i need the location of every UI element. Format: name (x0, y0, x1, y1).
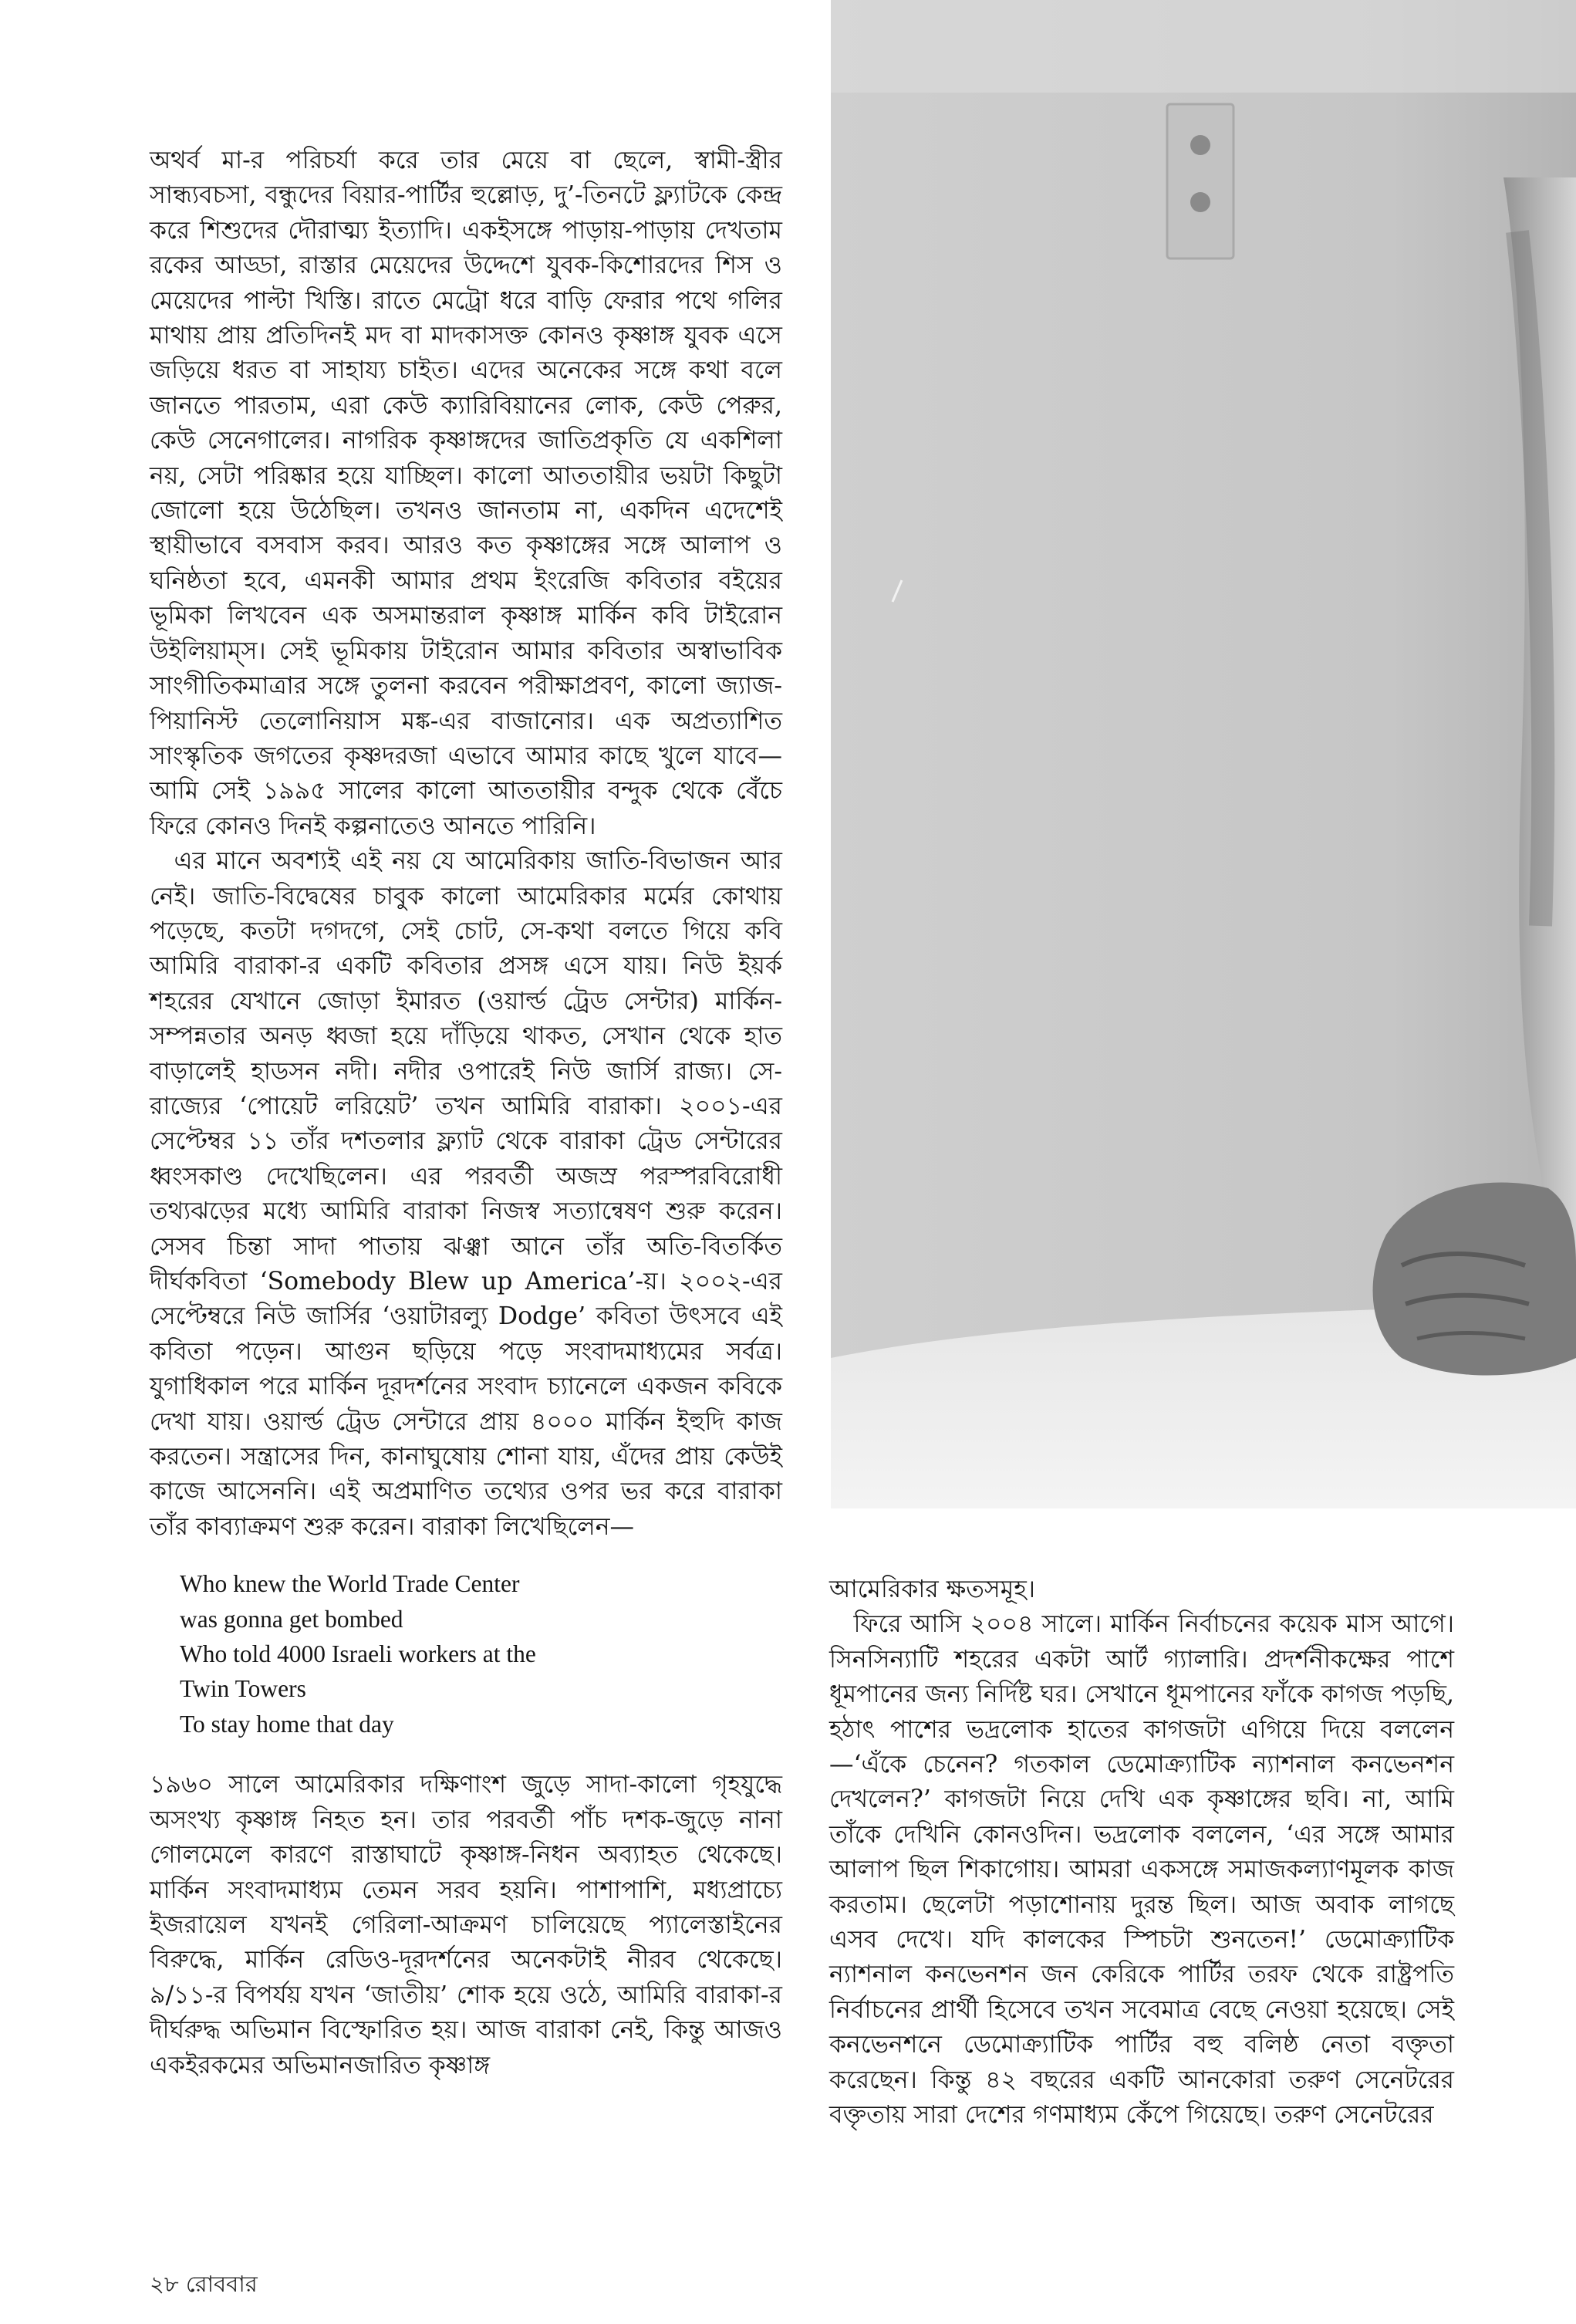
right-paragraph: ফিরে আসি ২০০৪ সালে। মার্কিন নির্বাচনের কয়েক মাস আগে। সিনসিন্যাটি শহরের একটা আর্ট গ্যালারি। প্রদর্শনীকক্ষের পাশে ধূমপানের জন্য নির্দিষ্ট ঘর। সেখানে ধূমপানের ফাঁকে কাগজ পড়ছি, হঠাৎ পাশের ভদ্রলোক হাতের কাগজটা এগিয়ে দিয়ে বললেন—‘এঁকে চেনেন? গতকাল ডেমোক্র্যাটিক ন্যাশনাল কনভেনশন দেখলেন?’ কাগজটা নিয়ে দেখি এক কৃষ্ণাঙ্গের ছবি। না, আমি তাঁকে দেখিনি কোনওদিন। ভদ্রলোক বললেন, ‘এর সঙ্গে আমার আলাপ ছিল শিকাগোয়। আমরা একসঙ্গে সমাজকল্যাণমূলক কাজ করতাম। ছেলেটা পড়াশোনায় দুরন্ত ছিল। আজ অবাক লাগছে এসব দেখে। যদি কালকের স্পিচটা শুনতেন!’ ডেমোক্র্যাটিক ন্যাশনাল কনভেনশন জন কেরিকে পার্টির তরফ থেকে রাষ্ট্রপতি নির্বাচনের প্রার্থী হিসেবে তখন সবেমাত্র বেছে নেওয়া হয়েছে। সেই কনভেনশনে ডেমোক্র্যাটিক পার্টির বহু বলিষ্ঠ নেতা বক্তৃতা করেছেন। কিন্তু ৪২ বছরের একটি আনকোরা তরুণ সেনেটরের বক্তৃতায় সারা দেশের গণমাধ্যম কেঁপে গিয়েছে। তরুণ সেনেটরের (829, 1610, 1454, 2130)
paragraph-after-poem: ১৯৬০ সালে আমেরিকার দক্ষিণাংশ জুড়ে সাদা-কালো গৃহযুদ্ধে অসংখ্য কৃষ্ণাঙ্গ নিহত হন। তার পরবর্তী পাঁচ দশক-জুড়ে নানা গোলমেলে কারণে রাস্তাঘাটে কৃষ্ণাঙ্গ-নিধন অব্যাহত থেকেছে। মার্কিন সংবাদমাধ্যম তেমন সরব হয়নি। পাশাপাশি, মধ্যপ্রাচ্যে ইজরায়েল যখনই গেরিলা-আক্রমণ চালিয়েছে প্যালেস্তাইনের বিরুদ্ধে, মার্কিন রেডিও-দূরদর্শনের অনেকটাই নীরব থেকেছে। ৯/১১-র বিপর্যয় যখন ‘জাতীয়’ শোক হয়ে ওঠে, আমিরি বারাকা-র দীর্ঘরুদ্ধ অভিমান বিস্ফোরিত হয়। আজ বারাকা নেই, কিন্তু আজও একইরকমের অভিমানজারিত কৃষ্ণাঙ্গ (150, 1771, 782, 2079)
poem-line: Twin Towers (180, 1675, 306, 1703)
poem-line: was gonna get bombed (180, 1605, 403, 1633)
poem-line: Who knew the World Trade Center (180, 1570, 520, 1598)
paragraph-2: এর মানে অবশ্যই এই নয় যে আমেরিকায় জাতি-বিভাজন আর নেই। জাতি-বিদ্বেষের চাবুক কালো আমেরিকার মর্মের কোথায় পড়েছে, কতটা দগদগে, সেই চোট, সে-কথা বলতে গিয়ে কবি আমিরি বারাকা-র একটি কবিতার প্রসঙ্গ এসে যায়। নিউ ইয়র্ক শহরের যেখানে জোড়া ইমারত (ওয়ার্ল্ড ট্রেড সেন্টার) মার্কিন-সম্পন্নতার অনড় ধ্বজা হয়ে দাঁড়িয়ে থাকত, সেখান থেকে হাত বাড়ালেই হাডসন নদী। নদীর ওপারেই নিউ জার্সি রাজ্য। সে-রাজ্যের ‘পোয়েট লরিয়েট’ তখন আমিরি বারাকা। ২০০১-এর সেপ্টেম্বর ১১ তাঁর দশতলার ফ্ল্যাট থেকে বারাকা ট্রেড সেন্টারের ধ্বংসকাণ্ড দেখেছিলেন। এর পরবর্তী অজস্র পরস্পরবিরোধী তথ্যঝড়ের মধ্যে আমিরি বারাকা নিজস্ব সত্যান্বেষণ শুরু করেন। সেসব চিন্তা সাদা পাতায় ঝঞ্ঝা আনে তাঁর অতি-বিতর্কিত দীর্ঘকবিতা ‘Somebody Blew up America’-য়। ২০০২-এর সেপ্টেম্বরে নিউ জার্সির ‘ওয়াটারল্যু Dodge’ কবিতা উৎসবে এই কবিতা পড়েন। আগুন ছড়িয়ে পড়ে সংবাদমাধ্যমের সর্বত্র। যুগাধিকাল পরে মার্কিন দূরদর্শনের সংবাদ চ্যানেলে একজন কবিকে দেখা যায়। ওয়ার্ল্ড ট্রেড সেন্টারে প্রায় ৪০০০ মার্কিন ইহুদি কাজ করতেন। সন্ত্রাসের দিন, কানাঘুষোয় শোনা যায়, এঁদের প্রায় কেউই কাজে আসেননি। এই অপ্রমাণিত তথ্যের ওপর ভর করে বারাকা তাঁর কাব্যাক্রমণ শুরু করেন। বারাকা লিখেছিলেন— (150, 847, 782, 1541)
page-footer (150, 2268, 258, 2299)
right-column (829, 1572, 1454, 2133)
paragraph-1: অথর্ব মা-র পরিচর্যা করে তার মেয়ে বা ছেলে, স্বামী-স্ত্রীর সান্ধ্যবচসা, বন্ধুদের বিয়ার-পার্টির হুল্লোড়, দু’-তিনটে ফ্ল্যাটকে কেন্দ্র করে শিশুদের দৌরাত্ম্য ইত্যাদি। একইসঙ্গে পাড়ায়-পাড়ায় দেখতাম রকের আড্ডা, রাস্তার মেয়েদের উদ্দেশে যুবক-কিশোরদের শিস ও মেয়েদের পাল্টা খিস্তি। রাতে মেট্রো ধরে বাড়ি ফেরার পথে গলির মাথায় প্রায় প্রতিদিনই মদ বা মাদকাসক্ত কোনও কৃষ্ণাঙ্গ যুবক এসে জড়িয়ে ধরত বা সাহায্য চাইত। এদের অনেকের সঙ্গে কথা বলে জানতে পারতাম, এরা কেউ ক্যারিবিয়ানের লোক, কেউ পেরুর, কেউ সেনেগালের। নাগরিক কৃষ্ণাঙ্গদের জাতিপ্রকৃতি যে একশিলা নয়, সেটা পরিষ্কার হয়ে যাচ্ছিল। কালো আততায়ীর ভয়টা কিছুটা জোলো হয়ে উঠেছিল। তখনও জানতাম না, একদিন এদেশেই স্থায়ীভাবে বসবাস করব। আরও কত কৃষ্ণাঙ্গের সঙ্গে আলাপ ও ঘনিষ্ঠতা হবে, এমনকী আমার প্রথম ইংরেজি কবিতার বইয়ের ভূমিকা লিখবেন এক অসমান্তরাল কৃষ্ণাঙ্গ মার্কিন কবি টাইরোন উইলিয়াম্স। সেই ভূমিকায় টাইরোন আমার কবিতার অস্বাভাবিক সাংগীতিকমাত্রার সঙ্গে তুলনা করবেন পরীক্ষাপ্রবণ, কালো জ্যাজ-পিয়ানিস্ট তেলোনিয়াস মঙ্ক-এর বাজানোর। এক অপ্রত্যাশিত সাংস্কৃতিক জগতের কৃষ্ণদরজা এভাবে আমার কাছে খুলে যাবে—আমি সেই ১৯৯৫ সালের কালো আততায়ীর বন্দুক থেকে বেঁচে ফিরে কোনও দিনই কল্পনাতেও আনতে পারিনি। (150, 147, 782, 840)
article-photo (831, 0, 1576, 1508)
left-column (150, 144, 782, 2083)
poem-quote (180, 1566, 782, 1741)
photo-wall-switch-and-hand-icon (831, 0, 1576, 1508)
poem-line: Who told 4000 Israeli workers at the (180, 1640, 536, 1668)
poem-line: To stay home that day (180, 1710, 394, 1738)
right-first-line: আমেরিকার ক্ষতসমূহ। (829, 1576, 1036, 1603)
magazine-name: রোববার (185, 2271, 258, 2297)
page-number: ২৮ (150, 2271, 179, 2297)
